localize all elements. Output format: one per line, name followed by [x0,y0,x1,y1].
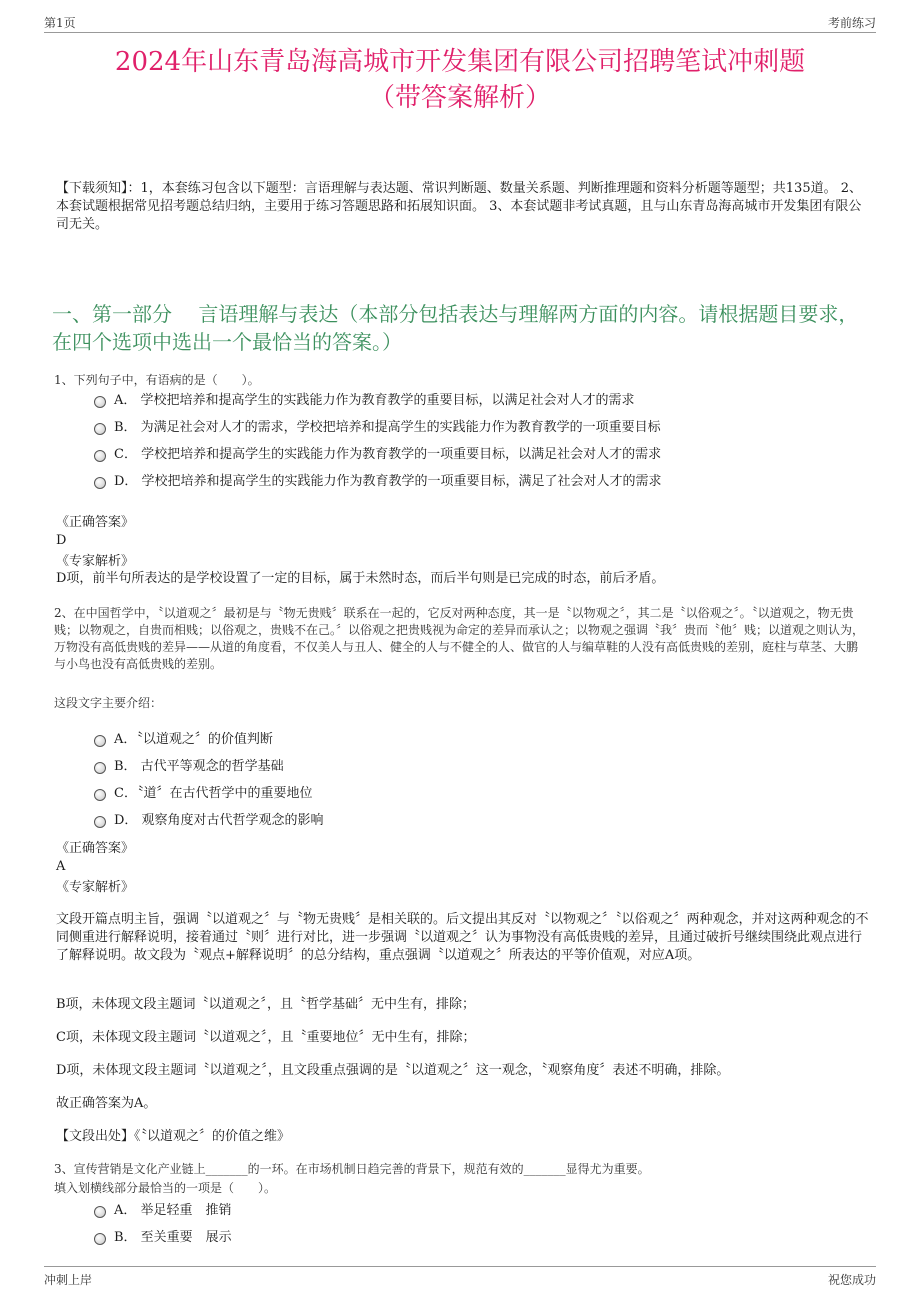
q2-source: 【文段出处】《〝以道观之〞的价值之维》 [56,1129,291,1144]
radio-icon[interactable] [94,816,106,828]
radio-icon[interactable] [94,423,106,435]
q2-analysis-d: D项，未体现文段主题词〝以道观之〞，且文段重点强调的是〝以道观之〞这一观念，〝观察角度〞表述不明确，排除。 [56,1063,730,1078]
q1-option-d[interactable] [94,473,662,491]
radio-icon[interactable] [94,396,106,408]
question-1-stem: 1、下列句子中，有语病的是（ ）。 [54,373,260,387]
q1-answer-label: 《正确答案》 [56,515,135,530]
q1-option-b-label: B． 为满足社会对人才的需求，学校把培养和提高学生的实践能力作为教育教学的一项重要目标 [114,420,661,435]
title-line-2: （带答案解析） [368,83,551,113]
radio-icon[interactable] [94,450,106,462]
question-2-stem: 2、在中国哲学中，〝以道观之〞最初是与〝物无贵贱〞联系在一起的，它反对两种态度，其一是〝以物观之〞，其二是〝以俗观之〞。〝以道观之，物无贵贱；以物观之，自贵而相贱；以俗观之，贵贱不在己。〞以俗观之把贵贱视为命定的差异而承认之；以物观之强调〝我〞贵而〝他〞贱；以道观之则认为，万物没有高低贵贱的差异——从道的角度看，不仅美人与丑人、健全的人与不健全的人、做官的人与编草鞋的人没有高低贵贱的差别，庭柱与草茎、大鹏与小鸟也没有高低贵贱的差别。 [54,606,865,671]
q3-option-a[interactable] [94,1202,232,1220]
q2-analysis-b: B项，未体现文段主题词〝以道观之〞，且〝哲学基础〞无中生有，排除； [56,997,476,1012]
q3-option-b[interactable] [94,1229,232,1247]
footer-divider [44,1266,876,1267]
q2-option-c[interactable] [94,785,312,803]
q2-option-c-label: C．〝道〞在古代哲学中的重要地位 [114,786,313,801]
q1-analysis-label: 《专家解析》 [56,554,135,569]
header-label: 考前练习 [827,16,876,30]
q2-answer: A [56,859,66,874]
q1-option-d-label: D． 学校把培养和提高学生的实践能力作为教育教学的一项重要目标，满足了社会对人才的需求 [114,474,662,489]
q1-option-c[interactable] [94,446,661,464]
q2-analysis-label: 《专家解析》 [56,880,135,895]
question-3-stem: 3、宣传营销是文化产业链上_______的一环。在市场机制日趋完善的背景下，规范有效的_______显得尤为重要。 [54,1162,650,1176]
q1-answer: D [56,533,67,548]
radio-icon[interactable] [94,735,106,747]
q2-option-b[interactable] [94,758,284,776]
download-notice: 【下载须知】：1，本套练习包含以下题型：言语理解与表达题、常识判断题、数量关系题、判断推理题和资料分析题等题型；共135道。 2、本套试题根据常见招考题总结归纳，主要用于练习答题思路和拓展知识面。 3、本套试题非考试真题，且与山东青岛海高城市开发集团有限公司无关。 [56,181,862,232]
section-heading: 一、第一部分 言语理解与表达（本部分包括表达与理解两方面的内容。请根据题目要求，在四个选项中选出一个最恰当的答案。） [52,302,859,354]
q2-option-a-label: A．〝以道观之〞的价值判断 [114,732,273,747]
footer-left: 冲刺上岸 [44,1273,93,1287]
radio-icon[interactable] [94,1233,106,1245]
question-2-prompt: 这段文字主要介绍： [54,696,163,710]
q1-option-a-label: A． 学校把培养和提高学生的实践能力作为教育教学的重要目标，以满足社会对人才的需求 [114,393,635,408]
q2-option-a[interactable] [94,731,273,749]
header-page-number: 第1页 [44,16,76,30]
q2-answer-label: 《正确答案》 [56,841,135,856]
q2-option-d[interactable] [94,812,324,830]
q1-analysis: D项，前半句所表达的是学校设置了一定的目标，属于未然时态，而后半句则是已完成的时态，前后矛盾。 [56,571,665,586]
q2-option-b-label: B． 古代平等观念的哲学基础 [114,759,284,774]
q1-option-b[interactable] [94,419,661,437]
question-3-prompt: 填入划横线部分最恰当的一项是（ ）。 [54,1181,277,1195]
q2-conclusion: 故正确答案为A。 [56,1096,157,1111]
q3-option-a-label: A． 举足轻重 推销 [114,1203,232,1218]
header-divider [44,32,876,33]
radio-icon[interactable] [94,762,106,774]
page-title [40,44,880,116]
radio-icon[interactable] [94,789,106,801]
q2-analysis-main: 文段开篇点明主旨，强调〝以道观之〞与〝物无贵贱〞是相关联的。后文提出其反对〝以物观之〞〝以俗观之〞两种观念，并对这两种观念的不同侧重进行解释说明，接着通过〝则〞进行对比，进一步强调〝以道观之〞认为事物没有高低贵贱的差异，且通过破折号继续围绕此观点进行了解释说明。故文段为〝观点+解释说明〞的总分结构，重点强调〝以道观之〞所表达的平等价值观，对应A项。 [56,912,869,963]
q2-analysis-c: C项，未体现文段主题词〝以道观之〞，且〝重要地位〞无中生有，排除； [56,1030,476,1045]
title-line-1: 2024年山东青岛海高城市开发集团有限公司招聘笔试冲刺题 [114,47,806,77]
q3-option-b-label: B． 至关重要 展示 [114,1230,232,1245]
radio-icon[interactable] [94,1206,106,1218]
q1-option-a[interactable] [94,392,635,410]
footer-right: 祝您成功 [827,1273,876,1287]
q1-option-c-label: C． 学校把培养和提高学生的实践能力作为教育教学的一项重要目标，以满足社会对人才的需求 [114,447,662,462]
radio-icon[interactable] [94,477,106,489]
q2-option-d-label: D． 观察角度对古代哲学观念的影响 [114,813,324,828]
